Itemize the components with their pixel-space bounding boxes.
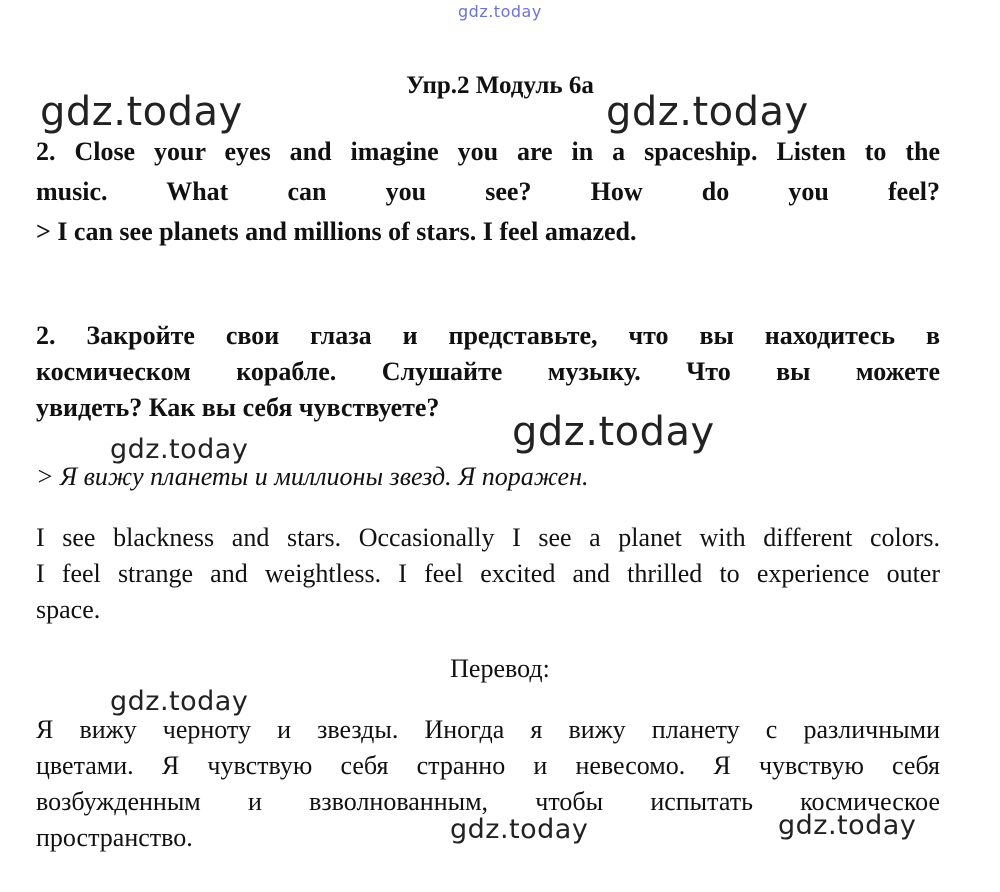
watermark: gdz.today xyxy=(110,686,249,717)
watermark: gdz.today xyxy=(40,89,243,135)
task-russian-line: космическом корабле. Слушайте музыку. Что вы можете xyxy=(36,357,940,386)
task-english-example: > I can see planets and millions of stars. I feel amazed. xyxy=(36,217,637,246)
answer-russian-line: цветами. Я чувствую себя странно и невесомо. Я чувствую себя xyxy=(36,751,940,780)
task-english-line: music. What can you see? How do you feel? xyxy=(36,177,940,206)
page-title: Упр.2 Модуль 6а xyxy=(406,72,594,99)
watermark: gdz.today xyxy=(778,810,917,841)
answer-english xyxy=(36,520,940,628)
answer-english-line: space. xyxy=(36,595,101,624)
watermark: gdz.today xyxy=(606,89,809,135)
task-russian-line: 2. Закройте свои глаза и представьте, что вы находитесь в xyxy=(36,321,940,350)
task-russian-line: увидеть? Как вы себя чувствуете? xyxy=(36,393,440,422)
watermark: gdz.today xyxy=(450,814,589,845)
answer-russian-line: Я вижу черноту и звезды. Иногда я вижу планету с различными xyxy=(36,715,940,744)
answer-russian-line: возбужденным и взволнованным, чтобы испытать космическое xyxy=(36,787,940,816)
task-english xyxy=(36,132,940,252)
watermark: gdz.today xyxy=(110,434,249,465)
task-russian-example: > Я вижу планеты и миллионы звезд. Я поражен. xyxy=(36,462,589,491)
translation-heading: Перевод: xyxy=(450,654,550,683)
answer-english-line: I feel strange and weightless. I feel excited and thrilled to experience outer xyxy=(36,559,940,588)
watermark: gdz.today xyxy=(512,409,715,455)
watermark-top: gdz.today xyxy=(458,2,542,21)
answer-english-line: I see blackness and stars. Occasionally I see a planet with different colors. xyxy=(36,523,940,552)
answer-russian-line: пространство. xyxy=(36,823,193,852)
task-english-line: 2. Close your eyes and imagine you are in a spaceship. Listen to the xyxy=(36,137,940,166)
task-russian xyxy=(36,318,940,426)
